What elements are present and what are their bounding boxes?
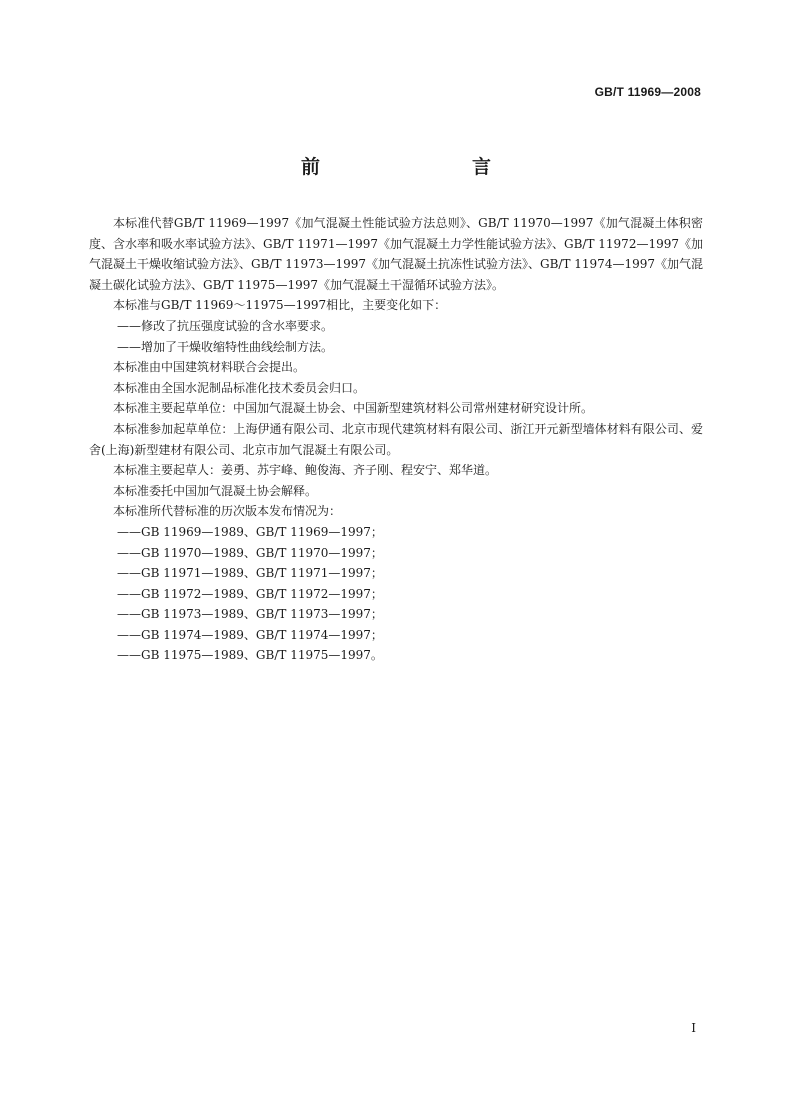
list-item-history: ——GB 11972—1989、GB/T 11972—1997；: [117, 586, 383, 601]
list-item-history: ——GB 11970—1989、GB/T 11970—1997；: [117, 545, 383, 560]
list-item-history: ——GB 11971—1989、GB/T 11971—1997；: [117, 566, 383, 581]
paragraph-replaces: 本标准代替GB/T 11969—1997《加气混凝土性能试验方法总则》、GB/T 11970—1997《加气混凝土体积密度、含水率和吸水率试验方法》、GB/T 11971—1997《加气混凝土力学性能试验方法》、GB/T 11972—1997《加气混凝土干燥收缩试验方法》、GB/T 11973—1997《加气混凝土抗冻性试验方法》、GB/T 11974—1997《加气混凝土碳化试验方法》、GB/T 11975—1997《加气混凝土干湿循环试验方法》。: [89, 216, 703, 292]
list-item-history: ——GB 11969—1989、GB/T 11969—1997；: [117, 524, 383, 539]
list-item-history: ——GB 11973—1989、GB/T 11973—1997；: [117, 607, 383, 622]
paragraph-main-drafters: 本标准主要起草人：姜勇、苏宇峰、鲍俊海、齐子刚、程安宁、郑华道。: [113, 463, 498, 478]
page-title: 前 言: [300, 156, 529, 178]
list-item-history: ——GB 11975—1989、GB/T 11975—1997。: [117, 648, 383, 663]
paragraph-proposed-by: 本标准由中国建筑材料联合会提出。: [113, 360, 306, 375]
paragraph-history-intro: 本标准所代替标准的历次版本发布情况为：: [113, 504, 342, 519]
paragraph-changes-intro: 本标准与GB/T 11969～11975—1997相比，主要变化如下：: [113, 298, 447, 313]
list-item-history: ——GB 11974—1989、GB/T 11974—1997；: [117, 627, 383, 642]
page-number: I: [691, 1021, 696, 1035]
paragraph-participating-units: 本标准参加起草单位：上海伊通有限公司、北京市现代建筑材料有限公司、浙江开元新型墙体材料有限公司、爱舍(上海)新型建材有限公司、北京市加气混凝土有限公司。: [89, 421, 703, 457]
paragraph-interpretation: 本标准委托中国加气混凝土协会解释。: [113, 483, 318, 498]
list-item-change: ——增加了干燥收缩特性曲线绘制方法。: [117, 339, 334, 354]
list-item-change: ——修改了抗压强度试验的含水率要求。: [117, 318, 334, 333]
foreword-body: [89, 213, 703, 666]
paragraph-administered-by: 本标准由全国水泥制品标准化技术委员会归口。: [113, 380, 366, 395]
paragraph-main-drafting-units: 本标准主要起草单位：中国加气混凝土协会、中国新型建筑材料公司常州建材研究设计所。: [113, 401, 594, 416]
standard-code: GB/T 11969—2008: [594, 85, 701, 99]
